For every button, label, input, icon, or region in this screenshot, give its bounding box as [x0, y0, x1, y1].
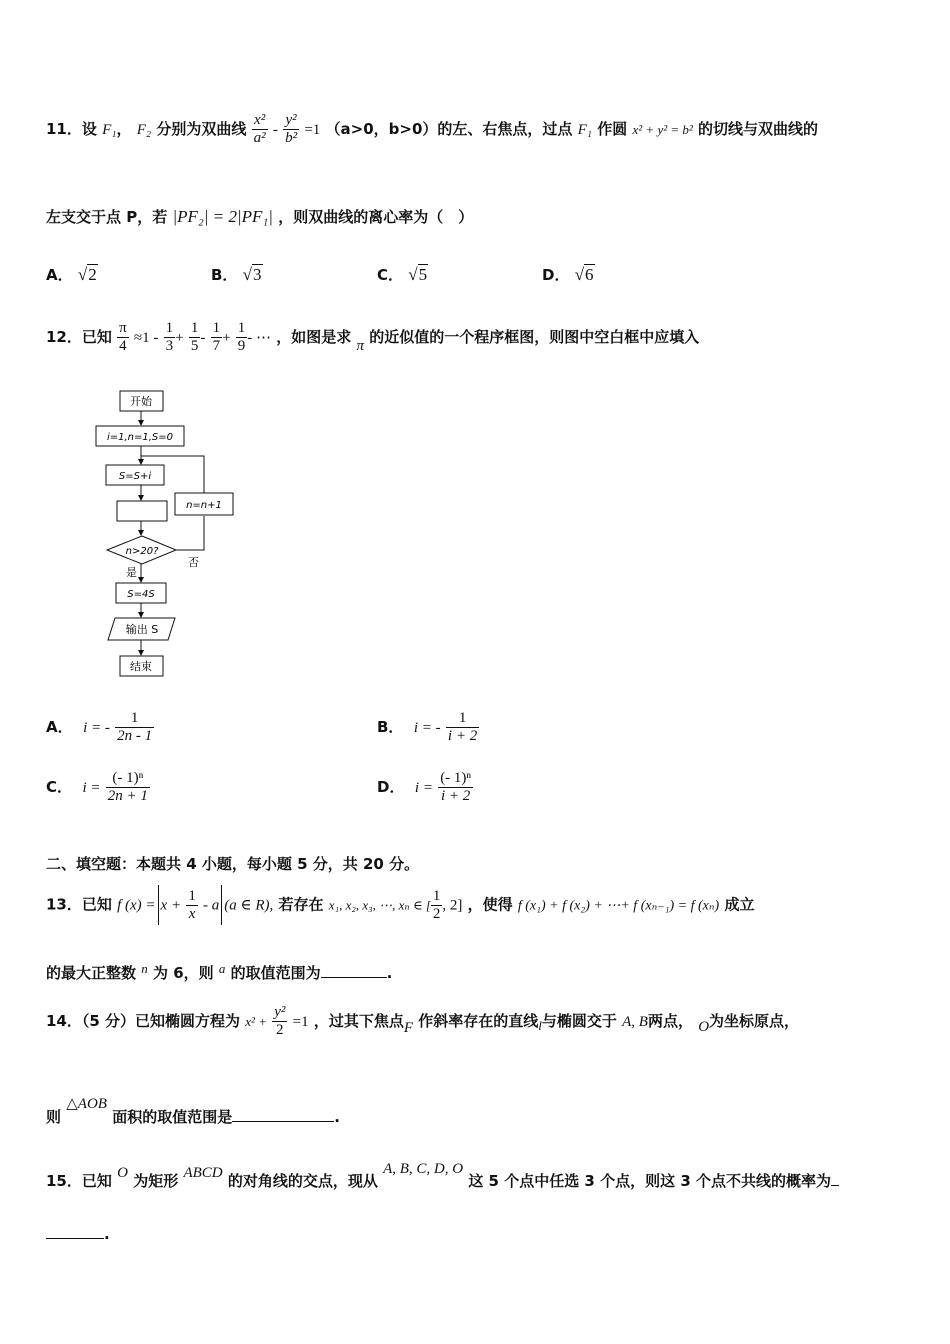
q11-circle-eq: x² + y² = b²	[632, 122, 693, 137]
q11-number: 11．设	[46, 120, 97, 138]
flow-mult-label: S=4S	[127, 589, 155, 600]
q13-number: 13．已知	[46, 895, 112, 914]
section2-heading: 二、填空题：本题共 4 小题，每小题 5 分，共 20 分。	[46, 855, 420, 873]
q13-line1: 13．已知 f (x) = x + $\frac{1}{x}$ - a (a ∈ R), 若存在 x₁, x₂, x₃, ⋯, xₙ ∈ [ $\frac{1}{2}$ , 2] ，使得 f (x₁) + f (x₂) + ⋯+ f (xₙ₋₁) = f (xₙ) 成立	[46, 885, 754, 925]
q12-option-b[interactable]: B． i = - $\frac{1}{i + 2}$	[377, 710, 478, 744]
q11-option-c[interactable]: C． √5	[377, 265, 428, 284]
q14-line2: 则 △AOB 面积的取值范围是 .	[46, 1096, 340, 1126]
flow-inc-label: n=n+1	[186, 500, 222, 511]
q15-answer-blank-a[interactable]	[831, 1171, 839, 1186]
flow-step-label: S=S+i	[118, 471, 152, 482]
flow-blank-box	[117, 501, 167, 521]
q11-f2: F₂	[136, 122, 152, 138]
q12-option-d[interactable]: D． i = $\frac{\text{(- 1)ⁿ}}{i + 2}$	[377, 770, 472, 804]
flow-yes-label: 是	[126, 566, 137, 579]
q15-line2: .	[46, 1224, 110, 1243]
q15-number: 15．已知	[46, 1172, 112, 1190]
q12-number: 12．已知	[46, 328, 112, 346]
q15-answer-blank-b[interactable]	[46, 1224, 104, 1239]
flow-start-label: 开始	[130, 395, 152, 408]
q11-line1: 11．设 F₁， F₂ 分别为双曲线 $\frac{\text{x²}}{\text{a²}}$ - $\frac{\text{y²}}{\text{b²}}$ =1 （a>0，b>0）的左、右焦点，过点 F₁ 作圆 x² + y² = b² 的切线与双曲线的	[46, 112, 819, 146]
q13-answer-blank[interactable]	[321, 963, 387, 978]
flow-no-label: 否	[188, 556, 199, 569]
q11-frac-y: $\frac{\text{y²}}{\text{b²}}$	[285, 112, 298, 146]
q12-option-a[interactable]: A． i = - $\frac{1}{2n - 1}$	[46, 710, 153, 744]
flow-output-label: 输出 S	[125, 623, 159, 636]
q11-line2: 左支交于点 P，若 |PF₂| = 2|PF₁| ，则双曲线的离心率为（ ）	[46, 207, 474, 226]
q11-option-a[interactable]: A． √2	[46, 265, 97, 284]
q11-option-b[interactable]: B． √3	[211, 265, 262, 284]
q11-f1: F₁	[102, 122, 117, 138]
q12-line1: 12．已知 $\frac{\pi}{4}$ ≈1 - $\frac{1}{3}$ + $\frac{1}{5}$ - $\frac{1}{7}$ + $\frac{1}{9}$ - ⋯ ，如图是求 π 的近似值的一个程序框图，则图中空白框中应填入	[46, 320, 700, 354]
q11-option-d[interactable]: D． √6	[542, 265, 594, 284]
flow-end-label: 结束	[130, 660, 152, 673]
q11-condition: （a>0，b>0）的左、右焦点，过点	[325, 120, 573, 138]
q13-line2: 的最大正整数 n 为 6，则 a 的取值范围为 .	[46, 961, 393, 982]
q11-abs-eq: |PF₂| = 2|PF₁|	[172, 207, 273, 226]
flow-cond-label: n>20?	[125, 546, 159, 557]
q14-number: 14．（5 分）已知椭圆方程为	[46, 1012, 241, 1030]
q14-line1: 14．（5 分）已知椭圆方程为 x² + $\frac{\text{y²}}{2}$ =1 ，过其下焦点F 作斜率存在的直线l与椭圆交于 A, B两点， O为坐标原点，	[46, 1004, 800, 1038]
q12-option-c[interactable]: C． i = $\frac{\text{(- 1)ⁿ}}{2n + 1}$	[46, 770, 148, 804]
q11-frac-x: $\frac{\text{x²}}{\text{a²}}$	[253, 112, 266, 146]
q11-text1: 分别为双曲线	[156, 120, 247, 138]
q14-answer-blank[interactable]	[232, 1107, 334, 1122]
flow-init-label: i=1,n=1,S=0	[106, 432, 174, 443]
q12-flowchart	[90, 388, 290, 688]
q15-line1: 15．已知 O 为矩形 ABCD 的对角线的交点，现从 A, B, C, D, O 这 5 个点中任选 3 个点，则这 3 个点不共线的概率为	[46, 1170, 839, 1191]
